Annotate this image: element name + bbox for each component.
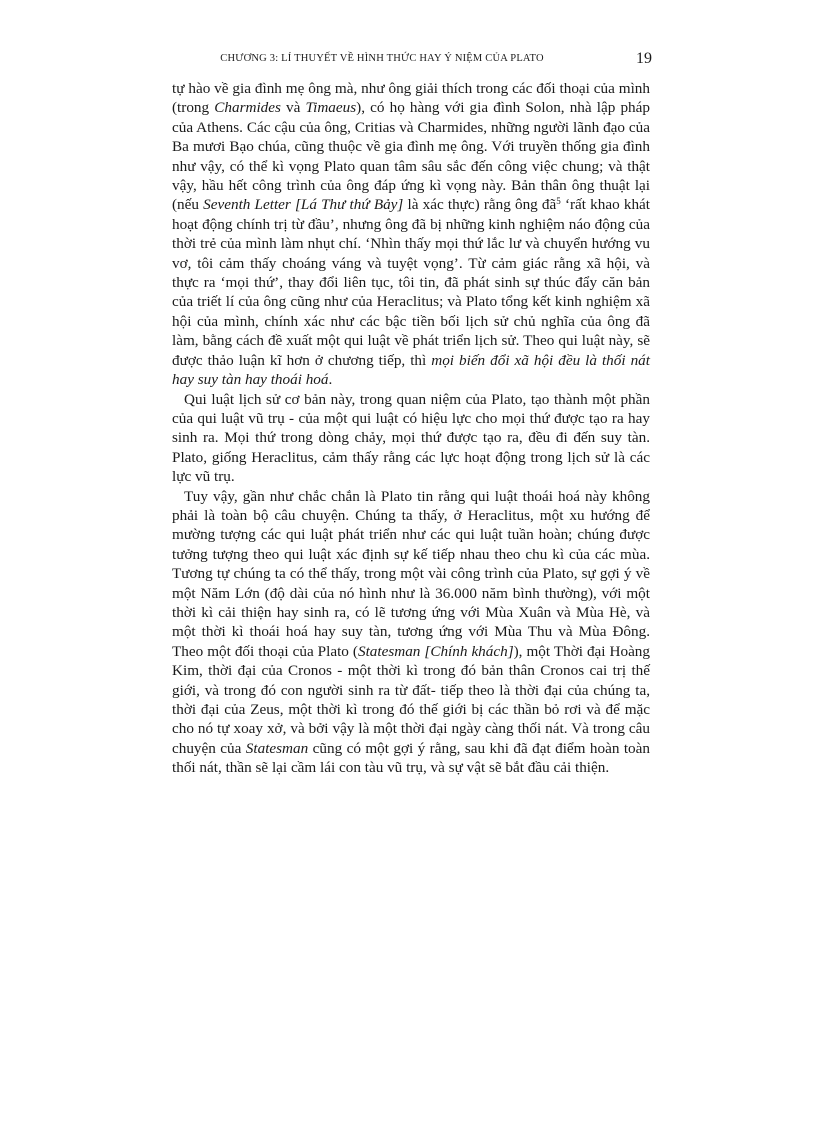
text-run: ), có họ hàng với gia đình Solon, nhà lập pháp của Athens. Các cậu của ông, Critias và Charmides, những người lãnh đạo của Ba mươi Bạo chúa, cũng thuộc về gia đình mẹ ông. Với truyền thống gia đình như vậy, có thể kì vọng Plato quan tâm sâu sắc đến công việc chung; và thật vậy, hầu hết công trình của ông đáp ứng kì vọng này. Bản thân ông thuật lại (nếu bbox=[172, 99, 650, 214]
text-run: và bbox=[280, 99, 306, 117]
paragraph-3 bbox=[172, 487, 650, 778]
text-run: . bbox=[328, 371, 333, 389]
italic-emphasis: mọi biến đổi xã hội đều là thối nát hay suy tàn hay thoái hoá bbox=[172, 351, 650, 389]
paragraph-2 bbox=[172, 390, 650, 487]
italic-title-charmides: Charmides bbox=[214, 99, 281, 117]
text-run: cũng có một gợi ý rằng, sau khi đã đạt điểm hoàn toàn thối nát, thần sẽ lại cầm lái con tàu vũ trụ, và sự vật sẽ bắt đầu cải thiện. bbox=[172, 739, 650, 777]
text-run: Qui luật lịch sử cơ bản này, trong quan niệm của Plato, tạo thành một phần của qui luật vũ trụ - của một qui luật có hiệu lực cho mọi thứ được tạo ra hay sinh ra. Mọi thứ trong dòng chảy, mọi thứ được tạo ra, đều đi đến suy tàn. Plato, giống Heraclitus, cảm thấy rằng các lực hoạt động trong lịch sử là các lực vũ trụ. bbox=[172, 390, 650, 486]
body-text bbox=[172, 79, 650, 778]
paragraph-1 bbox=[172, 79, 650, 390]
italic-title-statesman-short: Statesman bbox=[245, 739, 309, 757]
italic-title-seventh-letter: Seventh Letter [Lá Thư thứ Bảy] bbox=[203, 196, 404, 214]
page-number: 19 bbox=[636, 50, 652, 67]
footnote-reference: 5 bbox=[556, 196, 561, 207]
text-run: ‘rất khao khát hoạt động chính trị từ đầu’, nhưng ông đã bị những kinh nghiệm náo động của thời trẻ của mình làm nhụt chí. ‘Nhìn thấy mọi thứ lắc lư và chuyển hướng vu vơ, tôi cảm thấy choáng váng và tuyệt vọng’. Từ cảm giác rằng xã hội, và thực ra ‘mọi thứ’, thay đổi liên tục, tôi tin, đã phát sinh sự thúc đẩy căn bản của triết lí của ông cũng như của Heraclitus; và Plato tổng kết kinh nghiệm xã hội của mình, chính xác như các bậc tiền bối lịch sử chủ nghĩa của ông đã làm, bằng cách đề xuất một qui luật về phát triển lịch sử. Theo qui luật này, sẽ được thảo luận kĩ hơn ở chương tiếp, thì bbox=[172, 196, 650, 369]
text-run: tự hào về gia đình mẹ ông mà, như ông giải thích trong các đối thoại của mình (trong bbox=[172, 80, 650, 117]
italic-title-statesman: Statesman [Chính khách] bbox=[357, 642, 514, 660]
text-run: ), một Thời đại Hoàng Kim, thời đại của Cronos - một thời kì trong đó bản thân Cronos cai trị thế giới, và trong đó con người sinh ra từ đất- tiếp theo là thời đại của chúng ta, thời đại của Zeus, một thời kì trong đó thế giới bị các thần bỏ rơi và để mặc cho nó tự xoay xở, và bởi vậy là một thời đại ngày càng thối nát. Và trong câu chuyện của bbox=[172, 642, 650, 757]
text-run: là xác thực) rằng ông đã bbox=[403, 196, 557, 214]
italic-title-timaeus: Timaeus bbox=[305, 99, 357, 117]
running-header-chapter-title: CHƯƠNG 3: LÍ THUYẾT VỀ HÌNH THỨC HAY Ý NIỆM CỦA PLATO bbox=[220, 53, 544, 64]
text-run: Tuy vậy, gần như chắc chắn là Plato tin rằng qui luật thoái hoá này không phải là toàn bộ câu chuyện. Chúng ta thấy, ở Heraclitus, một xu hướng để mường tượng các qui luật phát triển như các qui luật tuần hoàn; chúng được tưởng tượng theo qui luật xác định sự kế tiếp nhau theo chu kì của các mùa. Tương tự chúng ta có thể thấy, trong một vài công trình của Plato, sự gợi ý về một Năm Lớn (độ dài của nó hình như là 36.000 năm bình thường), với một thời kì cải thiện hay sinh ra, có lẽ tương ứng với Mùa Xuân và Mùa Hè, và một thời kì thoái hoá hay suy tàn, tương ứng với Mùa Thu và Mùa Đông. Theo một đối thoại của Plato ( bbox=[172, 487, 650, 660]
